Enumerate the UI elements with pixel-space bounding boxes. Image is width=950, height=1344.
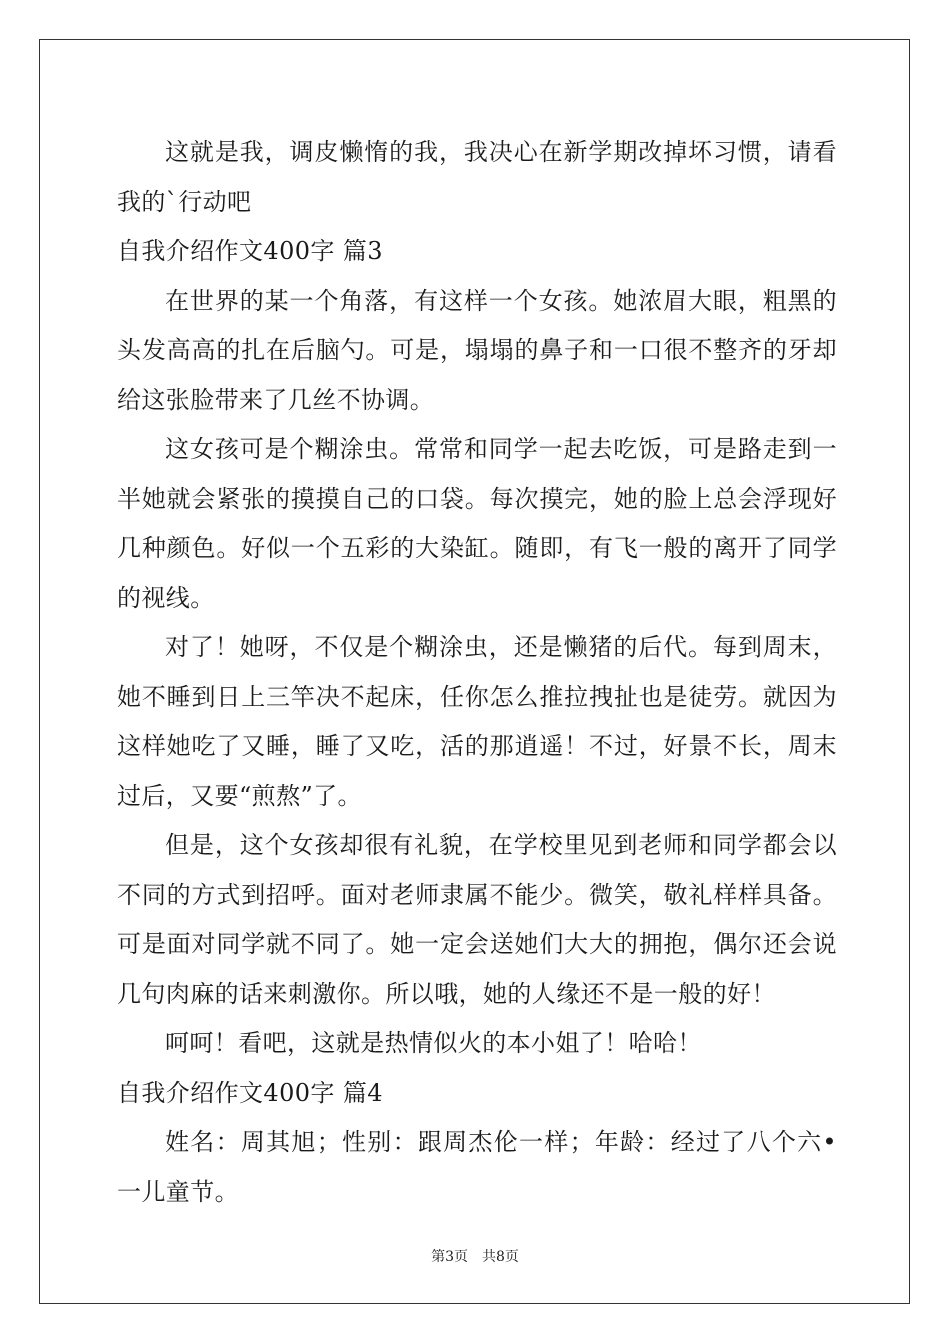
section-heading: 自我介绍作文400字 篇4 — [117, 1078, 383, 1107]
document-body — [117, 128, 837, 1217]
paragraph: 但是，这个女孩却很有礼貌，在学校里见到老师和同学都会以不同的方式到招呼。面对老师隶属不能少。微笑，敬礼样样具备。可是面对同学就不同了。她一定会送她们大大的拥抱，偶尔还会说几句肉麻的话来刺激你。所以哦，她的人缘还不是一般的好！ — [117, 831, 837, 1008]
paragraph: 这女孩可是个糊涂虫。常常和同学一起去吃饭，可是路走到一半她就会紧张的摸摸自己的口袋。每次摸完，她的脸上总会浮现好几种颜色。好似一个五彩的大染缸。随即，有飞一般的离开了同学的视线。 — [117, 435, 837, 612]
paragraph: 姓名：周其旭；性别：跟周杰伦一样；年龄：经过了八个六•一儿童节。 — [117, 1128, 837, 1206]
page-total: 共8页 — [482, 1249, 519, 1265]
page-number: 第3页 — [431, 1249, 468, 1265]
paragraph: 这就是我，调皮懒惰的我，我决心在新学期改掉坏习惯，请看我的`行动吧 — [117, 138, 837, 216]
paragraph: 对了！她呀，不仅是个糊涂虫，还是懒猪的后代。每到周末，她不睡到日上三竿决不起床，任你怎么推拉拽扯也是徒劳。就因为这样她吃了又睡，睡了又吃，活的那逍遥！不过，好景不长，周末过后，又要“煎熬”了。 — [117, 633, 837, 810]
paragraph: 呵呵！看吧，这就是热情似火的本小姐了！哈哈！ — [165, 1029, 702, 1057]
page-footer — [0, 1246, 950, 1266]
paragraph: 在世界的某一个角落，有这样一个女孩。她浓眉大眼，粗黑的头发高高的扎在后脑勺。可是，塌塌的鼻子和一口很不整齐的牙却给这张脸带来了几丝不协调。 — [117, 286, 837, 414]
section-heading: 自我介绍作文400字 篇3 — [117, 237, 383, 265]
